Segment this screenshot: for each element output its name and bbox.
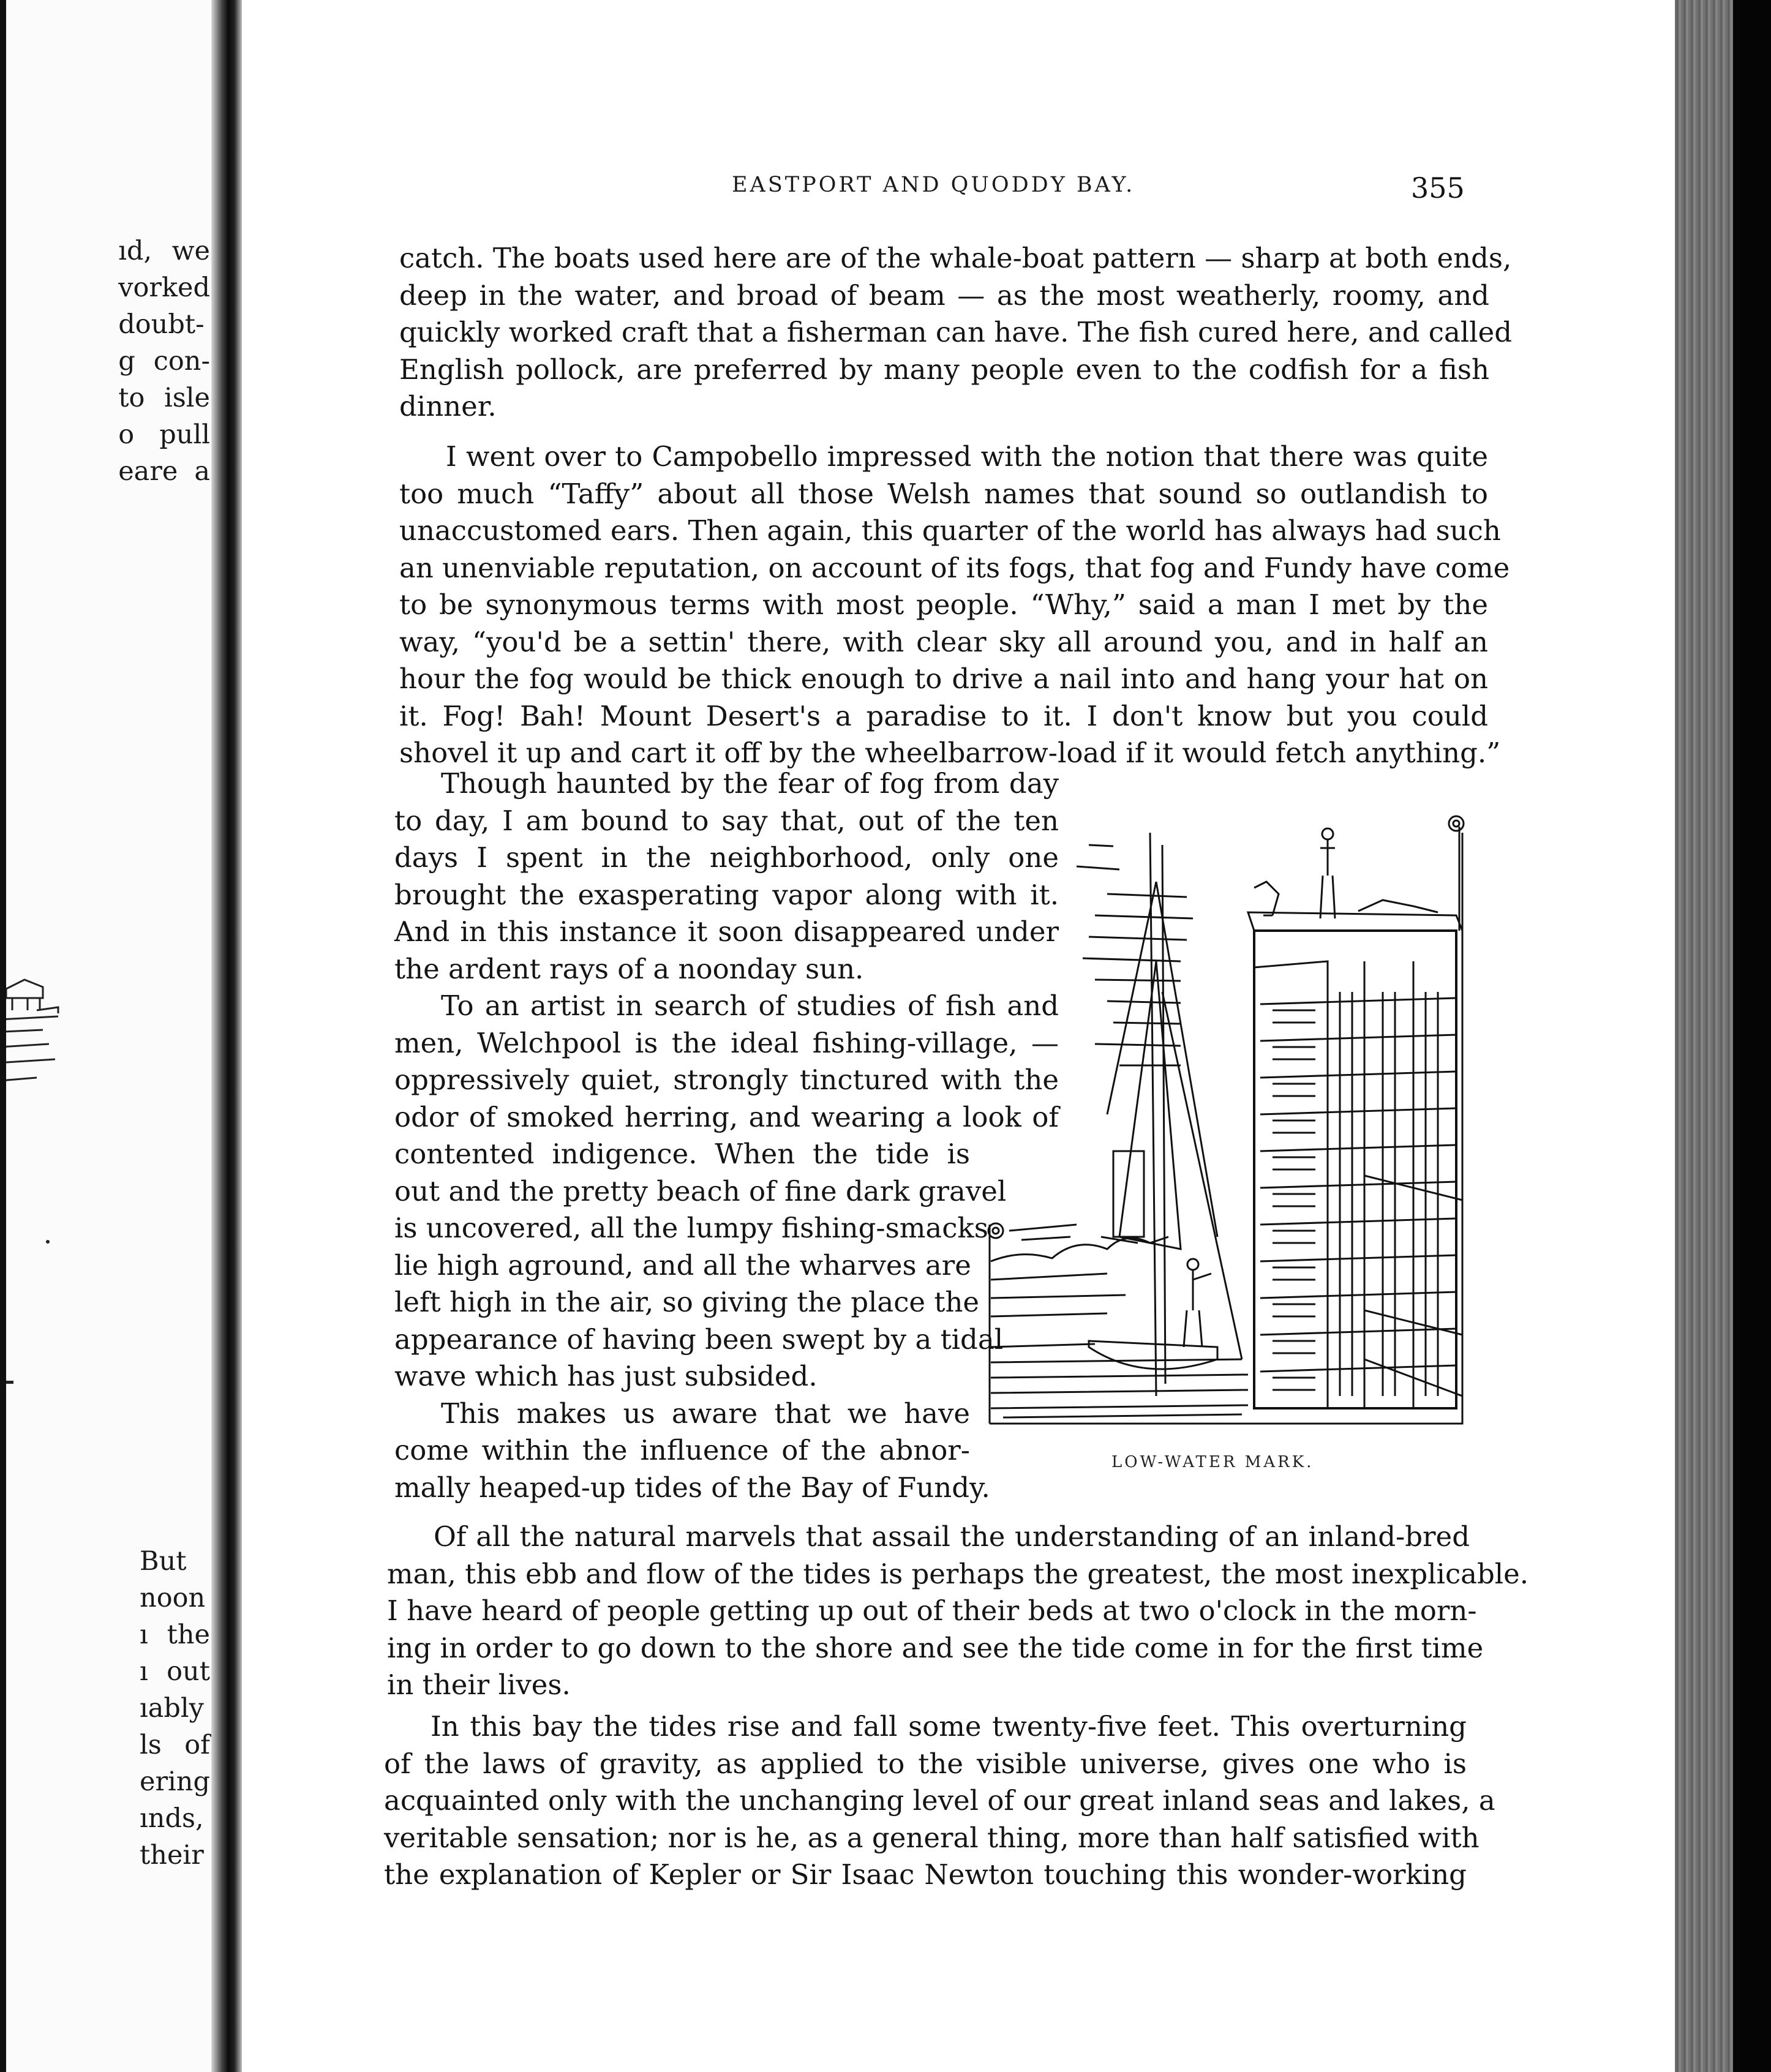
text-line: to day, I am bound to say that, out of the ten <box>394 804 1059 837</box>
text-line: This makes us aware that we have <box>441 1397 970 1430</box>
scan-right-edge <box>1733 0 1771 2072</box>
text-line: I went over to Campobello impressed with the notion that there was quite <box>446 440 1488 473</box>
text-line: way, “you'd be a settin' there, with clear sky all around you, and in half an <box>399 625 1488 658</box>
text-line: catch. The boats used here are of the whale-boat pattern — sharp at both ends, <box>399 242 1512 274</box>
left-fragment-line: But <box>140 1546 187 1577</box>
text-line: ing in order to go down to the shore and see the tide come in for the first time <box>387 1631 1484 1664</box>
left-page-speck <box>46 1240 50 1244</box>
left-fragment-line: doubt- <box>118 309 205 340</box>
text-line: lie high aground, and all the wharves are <box>394 1248 971 1282</box>
figure-caption: LOW-WATER MARK. <box>1111 1453 1314 1471</box>
left-fragment-line: ering <box>140 1766 210 1797</box>
text-line: in their lives. <box>387 1668 571 1701</box>
text-line: contented indigence. When the tide is <box>394 1138 970 1170</box>
text-line: come within the influence of the abnor- <box>394 1434 970 1466</box>
text-line: oppressively quiet, strongly tinctured with the <box>394 1064 1059 1096</box>
paragraph-1 <box>399 240 1513 426</box>
left-page-lower-fragments <box>140 1543 210 1874</box>
paragraph-7 <box>384 1708 1495 1894</box>
left-facing-page <box>0 0 224 2072</box>
text-line: English pollock, are preferred by many people even to the codfish for a fish <box>399 353 1489 386</box>
scan-left-edge <box>0 0 6 2072</box>
left-fragment-line: ıd, we <box>118 236 210 266</box>
paragraph-6 <box>387 1518 1529 1704</box>
text-line: is uncovered, all the lumpy fishing-smacks <box>394 1212 988 1244</box>
left-fragment-line: g con- <box>118 346 210 377</box>
low-water-mark-figure <box>985 808 1467 1433</box>
text-line: To an artist in search of studies of fish and <box>441 989 1059 1022</box>
left-page-sketch-icon <box>0 974 67 1096</box>
book-gutter <box>211 0 242 2072</box>
text-line: unaccustomed ears. Then again, this quarter of the world has always had such <box>399 514 1501 547</box>
text-line: acquainted only with the unchanging level of our great inland seas and lakes, a <box>384 1784 1495 1817</box>
text-line: of the laws of gravity, as applied to the visible universe, gives one who is <box>384 1747 1467 1780</box>
left-fragment-line: vorked <box>118 272 210 303</box>
text-line: In this bay the tides rise and fall some twenty-five feet. This overturning <box>431 1710 1467 1743</box>
text-line: out and the pretty beach of fine dark gravel <box>394 1174 1007 1207</box>
text-line: man, this ebb and flow of the tides is perhaps the greatest, the most inexplicable. <box>387 1557 1529 1590</box>
text-line: odor of smoked herring, and wearing a look of <box>394 1100 1059 1133</box>
left-fragment-line: ıably <box>140 1693 204 1724</box>
left-fragment-line: ls of <box>140 1730 210 1760</box>
text-line: days I spent in the neighborhood, only one <box>394 841 1059 874</box>
text-line: it. Fog! Bah! Mount Desert's a paradise to it. I don't know but you could <box>399 699 1488 732</box>
text-line: mally heaped-up tides of the Bay of Fundy. <box>394 1471 990 1504</box>
left-fragment-line: to isle <box>118 383 210 413</box>
text-line: appearance of having been swept by a tidal <box>394 1323 1004 1356</box>
page-stack-edge <box>1675 0 1771 2072</box>
text-line: dinner. <box>399 390 497 422</box>
text-line: Of all the natural marvels that assail the understanding of an inland-bred <box>434 1520 1470 1553</box>
left-fragment-line: eare a <box>118 456 210 487</box>
text-line: Though haunted by the fear of fog from day <box>441 767 1059 800</box>
page-number: 355 <box>1411 171 1465 205</box>
text-line: And in this instance it soon disappeared under <box>394 915 1059 948</box>
left-fragment-line: their <box>140 1840 204 1871</box>
text-line: the explanation of Kepler or Sir Isaac Newton touching this wonder-working <box>384 1858 1467 1891</box>
running-head: EASTPORT AND QUODDY BAY. <box>732 173 1135 197</box>
text-line: hour the fog would be thick enough to drive a nail into and hang your hat on <box>399 663 1488 695</box>
figure-side-column <box>394 765 1059 1506</box>
text-line: too much “Taffy” about all those Welsh names that sound so outlandish to <box>399 477 1488 510</box>
text-line: brought the exasperating vapor along with it. <box>394 878 1059 911</box>
engraving-wharf-and-sailboat-icon <box>985 808 1467 1433</box>
left-fragment-line: ı the <box>140 1620 210 1650</box>
text-line: shovel it up and cart it off by the wheelbarrow-load if it would fetch anything.” <box>399 737 1501 769</box>
text-line: men, Welchpool is the ideal fishing-village, — <box>394 1026 1059 1059</box>
text-line: the ardent rays of a noonday sun. <box>394 952 864 985</box>
paragraph-2 <box>399 438 1510 772</box>
text-line: I have heard of people getting up out of their beds at two o'clock in the morn- <box>387 1594 1477 1627</box>
text-line: to be synonymous terms with most people. “Why,” said a man I met by the <box>399 588 1488 621</box>
left-fragment-line: ınds, <box>140 1803 204 1834</box>
left-fragment-line: ı out <box>140 1656 210 1687</box>
text-line: wave which has just subsided. <box>394 1360 818 1392</box>
text-line: left high in the air, so giving the place the <box>394 1286 980 1318</box>
left-fragment-line: noon <box>140 1583 206 1613</box>
text-line: deep in the water, and broad of beam — as the most weatherly, roomy, and <box>399 279 1489 312</box>
text-line: quickly worked craft that a fisherman can have. The fish cured here, and called <box>399 316 1513 348</box>
left-page-upper-fragments <box>118 233 210 490</box>
text-line: an unenviable reputation, on account of its fogs, that fog and Fundy have come <box>399 551 1510 584</box>
text-line: veritable sensation; nor is he, as a general thing, more than half satisfied with <box>384 1821 1480 1854</box>
left-fragment-line: o pull <box>118 419 210 450</box>
